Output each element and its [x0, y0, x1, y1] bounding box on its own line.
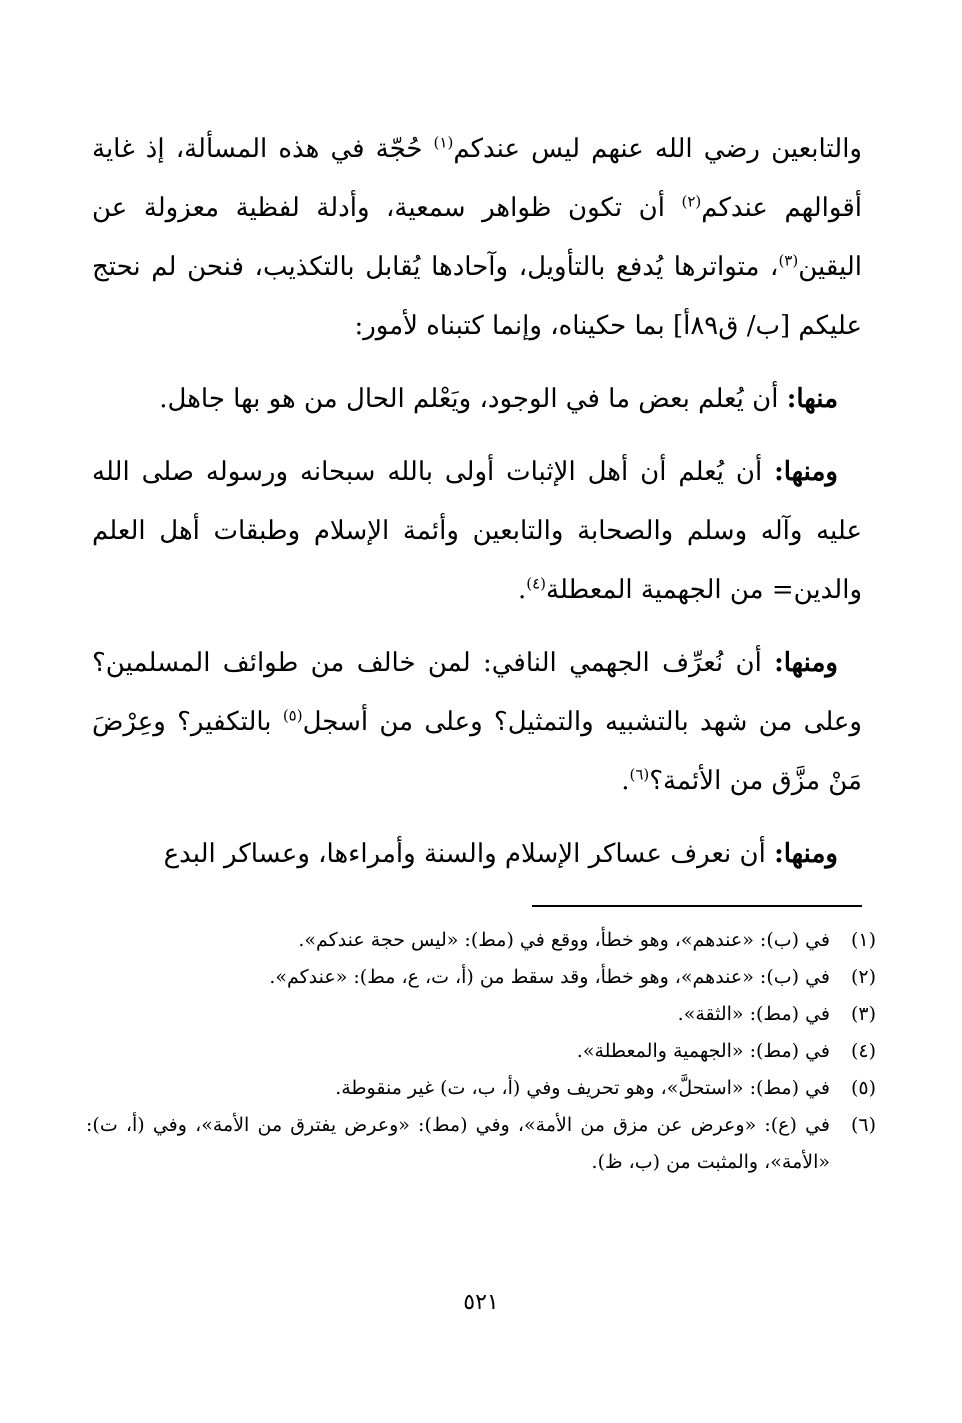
footnote-ref-2[interactable]: (٢) — [681, 192, 702, 211]
paragraph-5-text: ومنها: أن نعرف عساكر الإسلام والسنة وأمراءها، وعساكر البدع — [163, 839, 838, 869]
lead-word: ومنها: — [774, 839, 838, 869]
footnote-number: (٣) — [850, 1003, 876, 1025]
paragraph-2-text: منها: أن يُعلم بعض ما في الوجود، ويَعْلم الحال من هو بها جاهل. — [159, 384, 838, 414]
footnote-number: (٦) — [850, 1114, 876, 1136]
paragraph-1-text-b: حُجّة في هذه المسألة، إذ غاية أقوالهم عندكم — [92, 134, 862, 223]
footnote-number: (٥) — [850, 1077, 876, 1099]
footnote-item — [86, 922, 876, 959]
footnotes-section — [86, 922, 876, 1181]
paragraph-1-text-c: أن تكون ظواهر سمعية، وأدلة لفظية معزولة عن اليقين — [92, 193, 862, 282]
footnote-number: (٤) — [850, 1040, 876, 1062]
footnote-text: في (ب): «عندهم»، وهو خطأ، وقد سقط من (أ، ت، ع، مط): «عندكم». — [269, 966, 830, 988]
paragraph-4-text-a: ومنها: أن نُعرِّف الجهمي النافي: لمن خالف من طوائف المسلمين؟ وعلى من شهد بالتشبيه والتمثيل؟ وعلى من أسجل — [92, 648, 862, 737]
footnote-item — [86, 959, 876, 996]
paragraph-4-text-b: بالتكفير؟ وعِرْضَ مَنْ مزَّق من الأئمة؟ — [92, 707, 862, 796]
main-text — [92, 120, 862, 898]
footnote-ref-4[interactable]: (٤) — [526, 574, 546, 593]
lead-word: ومنها: — [774, 457, 838, 487]
paragraph-1-text-a: والتابعين رضي الله عنهم ليس عندكم — [453, 134, 862, 164]
paragraph-3-text-b: . — [517, 575, 527, 605]
paragraph-5 — [92, 825, 862, 884]
footnote-text: في (ب): «عندهم»، وهو خطأ، ووقع في (مط): «ليس حجة عندكم». — [298, 929, 830, 951]
footnote-text: في (مط): «الجهمية والمعطلة». — [576, 1040, 830, 1062]
paragraph-4 — [92, 634, 862, 811]
footnote-item — [86, 1107, 876, 1181]
footnote-ref-5[interactable]: (٥) — [282, 706, 303, 725]
paragraph-3 — [92, 443, 862, 620]
footnote-ref-3[interactable]: (٣) — [778, 251, 799, 270]
footnote-text: في (مط): «استحلَّ»، وهو تحريف وفي (أ، ب، ت) غير منقوطة. — [335, 1077, 830, 1099]
lead-word: ومنها: — [774, 648, 838, 678]
paragraph-1 — [92, 120, 862, 356]
footnote-number: (١) — [850, 929, 876, 951]
footnote-item — [86, 1070, 876, 1107]
footnote-divider — [532, 905, 862, 907]
paragraph-2 — [92, 370, 862, 429]
paragraph-4-text-c: . — [621, 766, 630, 796]
page-number: ٥٢١ — [463, 1290, 499, 1315]
paragraph-3-text-a: ومنها: أن يُعلم أن أهل الإثبات أولى بالله سبحانه ورسوله صلى الله عليه وآله وسلم والصحابة والتابعين وأئمة الإسلام وطبقات أهل العلم والدين= من الجهمية المعطلة — [92, 457, 862, 605]
footnote-number: (٢) — [850, 966, 876, 988]
footnote-ref-1[interactable]: (١) — [433, 133, 454, 152]
footnote-item — [86, 1033, 876, 1070]
footnote-ref-6[interactable]: (٦) — [629, 765, 650, 784]
paragraph-1-text-d: ، متواترها يُدفع بالتأويل، وآحادها يُقابل بالتكذيب، فنحن لم نحتج عليكم [ب/ ق٨٩أ] بما حكيناه، وإنما كتبناه لأمور: — [92, 252, 862, 341]
footnote-text: في (مط): «الثقة». — [677, 1003, 830, 1025]
footnote-text: في (ع): «وعرض عن مزق من الأمة»، وفي (مط): «وعرض يفترق من الأمة»، وفي (أ، ت): «الأمة»، والمثبت من (ب، ظ). — [86, 1114, 830, 1173]
footnote-item — [86, 996, 876, 1033]
lead-word: منها: — [786, 384, 838, 414]
